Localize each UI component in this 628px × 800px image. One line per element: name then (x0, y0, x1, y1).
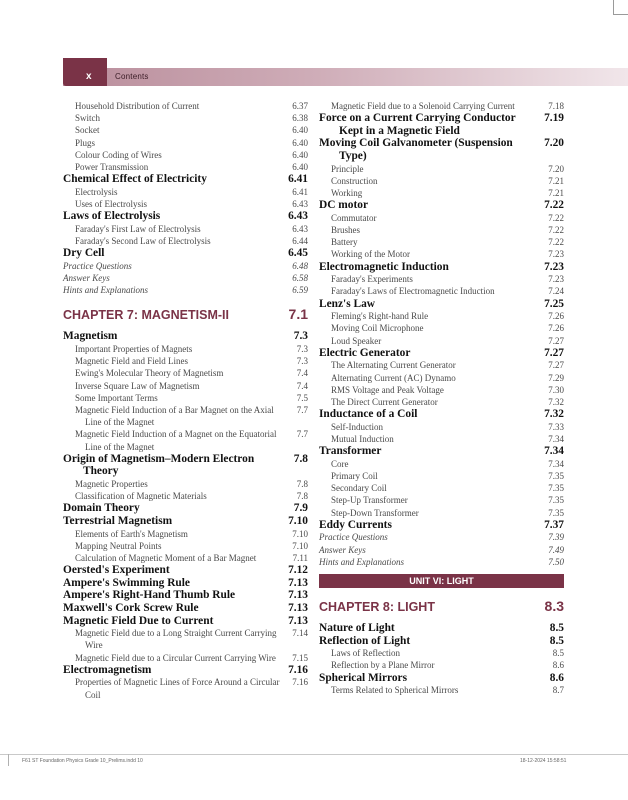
toc-entry-title: Moving Coil Microphone (331, 323, 424, 334)
toc-entry-sub (63, 478, 308, 490)
toc-entry-major (319, 137, 564, 162)
toc-entry-page: 6.37 (292, 101, 308, 111)
toc-entry-title: Socket (75, 125, 100, 136)
toc-entry-page: 7.14 (292, 628, 308, 639)
running-header-title: Contents (115, 72, 149, 81)
toc-entry-back-matter (63, 272, 308, 284)
toc-entry-page: 7.35 (548, 483, 564, 494)
toc-entry-major (319, 445, 564, 458)
toc-entry-title: Magnetic Field due to a Circular Current Carrying Wire (75, 652, 276, 663)
toc-entry-sub (63, 137, 308, 149)
toc-entry-title: Hints and Explanations (319, 556, 404, 567)
toc-entry-sub (319, 212, 564, 224)
toc-entry-title: Magnetic Field Induction of a Magnet on the Equatorial Line of the Magnet (75, 429, 277, 452)
toc-entry-title: Magnetic Field due to a Solenoid Carrying Current (331, 101, 515, 111)
toc-entry-sub (63, 380, 308, 392)
toc-entry-title: Inductance of a Coil (319, 408, 418, 421)
toc-entry-title: Household Distribution of Current (75, 101, 200, 111)
toc-entry-page: 7.34 (548, 458, 564, 469)
toc-entry-title: Electric Generator (319, 346, 411, 359)
toc-entry-page: 6.58 (292, 273, 308, 284)
toc-entry-page: 7.22 (548, 212, 564, 223)
toc-entry-major (63, 173, 308, 186)
toc-entry-title: Step-Up Transformer (331, 495, 408, 506)
toc-entry-title: Commutator (331, 212, 377, 223)
toc-entry-sub (319, 100, 564, 112)
toc-entry-sub (63, 112, 308, 124)
toc-entry-page: 7.35 (548, 495, 564, 506)
toc-entry-page: 7.49 (548, 544, 564, 555)
toc-entry-page: 6.40 (292, 149, 308, 160)
toc-entry-back-matter (319, 544, 564, 556)
toc-entry-sub (63, 428, 308, 452)
footer-slug: F61 ST Foundation Physics Grade 10_Prelims.indd 10 (22, 758, 143, 764)
toc-entry-sub (319, 659, 564, 671)
toc-entry-major (319, 622, 564, 635)
toc-entry-title: Laws of Reflection (331, 648, 400, 659)
toc-entry-major (63, 577, 308, 590)
toc-entry-page: 7.10 (292, 528, 308, 539)
toc-entry-title: Some Important Terms (75, 392, 158, 403)
toc-entry-title: Elements of Earth's Magnetism (75, 528, 188, 539)
toc-entry-page: 7.23 (544, 260, 564, 273)
toc-entry-title: Dry Cell (63, 247, 105, 260)
toc-entry-title: Reflection of Light (319, 634, 411, 647)
toc-entry-page: 7.27 (548, 360, 564, 371)
toc-entry-page: 7.29 (548, 372, 564, 383)
toc-entry-sub (63, 627, 308, 651)
toc-entry-major (319, 261, 564, 274)
toc-entry-page: 7.25 (544, 297, 564, 310)
toc-entry-page: 7.35 (548, 507, 564, 518)
toc-entry-title: Brushes (331, 224, 360, 235)
toc-entry-page: 7.10 (288, 515, 308, 528)
toc-entry-page: 7.9 (293, 502, 308, 515)
toc-entry-title: Terms Related to Spherical Mirrors (331, 685, 459, 696)
toc-entry-page: 6.41 (288, 173, 308, 186)
toc-entry-title: Alternating Current (AC) Dynamo (331, 372, 456, 383)
toc-entry-page: 7.30 (548, 384, 564, 395)
toc-entry-page: 7.1 (288, 306, 308, 323)
toc-entry-title: Uses of Electrolysis (75, 199, 147, 210)
toc-entry-title: Hints and Explanations (63, 285, 148, 296)
toc-entry-title: Spherical Mirrors (319, 671, 408, 684)
unit-heading: UNIT VI: LIGHT (319, 574, 564, 588)
toc-entry-sub (63, 404, 308, 428)
toc-entry-sub (319, 224, 564, 236)
toc-entry-major (63, 210, 308, 223)
toc-entry-major (319, 298, 564, 311)
toc-entry-page: 7.8 (296, 479, 308, 490)
toc-entry-major (319, 635, 564, 648)
toc-entry-page: 6.59 (292, 285, 308, 296)
toc-entry-page: 7.22 (548, 224, 564, 235)
toc-entry-major (319, 112, 564, 137)
toc-entry-sub (319, 273, 564, 285)
toc-entry-page: 7.7 (296, 429, 308, 440)
toc-entry-page: 6.40 (292, 125, 308, 136)
toc-entry-title: Domain Theory (63, 502, 140, 515)
toc-entry-sub (63, 223, 308, 235)
toc-entry-title: Construction (331, 175, 378, 186)
toc-entry-title: CHAPTER 8: LIGHT (319, 600, 435, 615)
toc-entry-page: 7.24 (548, 286, 564, 297)
toc-entry-back-matter (63, 284, 308, 296)
toc-entry-sub (319, 310, 564, 322)
toc-entry-title: Origin of Magnetism–Modern Electron Theory (63, 452, 255, 478)
toc-entry-sub (319, 684, 564, 696)
toc-entry-page: 7.23 (548, 249, 564, 260)
toc-entry-title: Magnetic Field due to a Long Straight Current Carrying Wire (75, 628, 277, 651)
toc-entry-major (63, 247, 308, 260)
toc-entry-page: 6.43 (292, 199, 308, 210)
toc-entry-sub (319, 372, 564, 384)
toc-entry-sub (63, 235, 308, 247)
toc-entry-major (319, 672, 564, 685)
toc-entry-major (319, 199, 564, 212)
toc-entry-page: 6.40 (292, 137, 308, 148)
toc-entry-title: Fleming's Right-hand Rule (331, 311, 429, 322)
toc-entry-title: Electromagnetism (63, 663, 152, 676)
crop-mark (613, 0, 628, 15)
toc-entry-title: Oersted's Experiment (63, 564, 170, 577)
toc-entry-page: 7.10 (292, 540, 308, 551)
toc-entry-title: Battery (331, 237, 358, 248)
toc-entry-page: 7.37 (544, 518, 564, 531)
toc-entry-title: Faraday's Laws of Electromagnetic Induction (331, 286, 495, 297)
toc-entry-title: Magnetic Field and Field Lines (75, 356, 188, 367)
toc-entry-title: Faraday's Experiments (331, 274, 413, 285)
toc-entry-title: Power Transmission (75, 162, 149, 173)
toc-entry-page: 7.22 (548, 237, 564, 248)
toc-entry-page: 7.12 (288, 564, 308, 577)
toc-entry-page: 7.15 (292, 652, 308, 663)
chapter-heading (63, 306, 308, 322)
toc-entry-major (63, 664, 308, 677)
toc-entry-page: 7.13 (288, 602, 308, 615)
toc-entry-sub (63, 652, 308, 664)
toc-entry-page: 7.13 (288, 614, 308, 627)
toc-entry-page: 7.11 (292, 553, 308, 564)
toc-entry-page: 6.43 (288, 210, 308, 223)
toc-entry-page: 7.13 (288, 576, 308, 589)
toc-entry-sub (63, 161, 308, 173)
toc-entry-page: 7.22 (544, 199, 564, 212)
toc-entry-sub (63, 540, 308, 552)
toc-entry-title: Moving Coil Galvanometer (Suspension Type) (319, 137, 513, 162)
toc-entry-title: Inverse Square Law of Magnetism (75, 380, 200, 391)
toc-entry-page: 7.3 (296, 344, 308, 355)
toc-entry-sub (63, 552, 308, 564)
toc-entry-page: 8.6 (549, 671, 564, 684)
toc-entry-page: 6.41 (292, 186, 308, 197)
toc-entry-major (63, 515, 308, 528)
toc-entry-title: Answer Keys (319, 544, 366, 555)
toc-entry-sub (319, 322, 564, 334)
toc-entry-major (63, 564, 308, 577)
toc-entry-major (319, 519, 564, 532)
toc-entry-sub (319, 507, 564, 519)
toc-entry-page: 6.40 (292, 162, 308, 173)
toc-entry-title: Terrestrial Magnetism (63, 515, 173, 528)
toc-entry-title: Force on a Current Carrying Conductor Kept in a Magnetic Field (319, 112, 516, 137)
toc-entry-title: Magnetic Field Induction of a Bar Magnet on the Axial Line of the Magnet (75, 405, 274, 428)
page-number-tab (63, 58, 107, 86)
toc-entry-title: Plugs (75, 137, 96, 148)
toc-entry-major (63, 330, 308, 343)
toc-entry-major (319, 347, 564, 360)
toc-entry-page: 7.26 (548, 323, 564, 334)
toc-entry-title: Classification of Magnetic Materials (75, 491, 207, 502)
toc-entry-page: 8.5 (549, 622, 564, 635)
toc-entry-page: 8.5 (549, 634, 564, 647)
toc-entry-title: Magnetic Field Due to Current (63, 614, 214, 627)
toc-entry-title: Practice Questions (319, 532, 388, 543)
toc-entry-sub (319, 248, 564, 260)
toc-entry-sub (63, 124, 308, 136)
toc-entry-page: 7.8 (296, 491, 308, 502)
toc-entry-title: Answer Keys (63, 273, 110, 284)
footer-date: 18-12-2024 15:58:51 (520, 758, 567, 764)
toc-entry-title: Faraday's Second Law of Electrolysis (75, 236, 211, 247)
toc-entry-back-matter (319, 531, 564, 543)
toc-entry-page: 7.32 (544, 408, 564, 421)
toc-entry-title: Chemical Effect of Electricity (63, 173, 207, 186)
toc-entry-title: Ampere's Swimming Rule (63, 576, 190, 589)
toc-entry-page: 7.16 (288, 663, 308, 676)
toc-entry-sub (319, 335, 564, 347)
toc-entry-title: Lenz's Law (319, 297, 376, 310)
toc-entry-page: 7.19 (544, 112, 564, 125)
toc-entry-sub (63, 100, 308, 112)
toc-entry-sub (319, 458, 564, 470)
toc-entry-back-matter (63, 260, 308, 272)
toc-entry-page: 7.34 (548, 434, 564, 444)
toc-entry-major (63, 615, 308, 628)
toc-entry-title: Electromagnetic Induction (319, 260, 449, 273)
toc-entry-page: 8.6 (552, 660, 564, 671)
toc-entry-sub (319, 384, 564, 396)
toc-entry-sub (319, 482, 564, 494)
page-number: x (86, 71, 92, 82)
chapter-heading (319, 598, 564, 614)
toc-entry-page: 7.32 (548, 397, 564, 407)
toc-entry-sub (319, 359, 564, 371)
toc-entry-page: 7.21 (548, 175, 564, 186)
toc-entry-title: The Alternating Current Generator (331, 360, 456, 371)
toc-entry-sub (63, 198, 308, 210)
toc-entry-sub (63, 676, 308, 700)
toc-entry-page: 7.5 (296, 392, 308, 403)
toc-entry-page: 7.20 (548, 163, 564, 174)
toc-entry-page: 7.18 (548, 101, 564, 111)
toc-entry-title: Primary Coil (331, 471, 378, 481)
toc-entry-title: Important Properties of Magnets (75, 344, 193, 355)
toc-entry-sub (319, 187, 564, 199)
toc-entry-sub (319, 470, 564, 482)
toc-entry-title: Working (331, 187, 363, 198)
toc-entry-page: 7.16 (292, 677, 308, 688)
toc-entry-page: 6.43 (292, 223, 308, 234)
toc-entry-page: 6.48 (292, 260, 308, 271)
toc-entry-title: DC motor (319, 199, 369, 212)
toc-entry-page: 6.45 (288, 247, 308, 260)
toc-right-column (319, 100, 564, 696)
toc-entry-sub (319, 163, 564, 175)
toc-entry-page: 7.7 (296, 405, 308, 416)
toc-entry-sub (63, 528, 308, 540)
toc-entry-sub (319, 647, 564, 659)
toc-entry-title: Ampere's Right-Hand Thumb Rule (63, 589, 236, 602)
footer-rule (0, 754, 628, 755)
toc-entry-sub (63, 392, 308, 404)
toc-entry-page: 7.33 (548, 421, 564, 432)
toc-entry-major (63, 602, 308, 615)
toc-entry-sub (319, 396, 564, 408)
toc-entry-sub (319, 285, 564, 297)
toc-entry-major (63, 589, 308, 602)
toc-entry-major (63, 453, 308, 478)
toc-entry-title: RMS Voltage and Peak Voltage (331, 384, 444, 395)
toc-entry-page: 7.4 (296, 380, 308, 391)
toc-entry-back-matter (319, 556, 564, 568)
toc-entry-page: 7.27 (544, 346, 564, 359)
toc-entry-page: 7.26 (548, 311, 564, 322)
toc-entry-title: Reflection by a Plane Mirror (331, 660, 435, 671)
toc-entry-title: Mapping Neutral Points (75, 540, 162, 551)
toc-entry-title: Principle (331, 163, 364, 174)
toc-entry-page: 7.50 (548, 556, 564, 567)
toc-entry-title: Magnetic Properties (75, 479, 148, 490)
toc-entry-page: 7.4 (296, 368, 308, 379)
toc-entry-page: 7.8 (293, 452, 308, 465)
toc-entry-title: Calculation of Magnetic Moment of a Bar Magnet (75, 553, 257, 564)
toc-entry-title: CHAPTER 7: MAGNETISM-II (63, 308, 229, 323)
toc-entry-page: 8.5 (552, 648, 564, 659)
toc-entry-title: Practice Questions (63, 260, 132, 271)
toc-entry-page: 6.38 (292, 113, 308, 124)
toc-entry-page: 7.35 (548, 471, 564, 481)
toc-entry-title: Electrolysis (75, 186, 118, 197)
toc-entry-sub (319, 433, 564, 445)
toc-entry-title: Loud Speaker (331, 335, 382, 346)
toc-entry-sub (63, 186, 308, 198)
toc-entry-page: 7.39 (548, 532, 564, 543)
toc-entry-title: Faraday's First Law of Electrolysis (75, 223, 201, 234)
toc-entry-page: 7.3 (293, 330, 308, 343)
toc-entry-title: Properties of Magnetic Lines of Force Around a Circular Coil (75, 677, 280, 700)
toc-entry-title: Colour Coding of Wires (75, 149, 162, 160)
toc-entry-title: Laws of Electrolysis (63, 210, 161, 223)
toc-entry-page: 7.3 (296, 356, 308, 367)
toc-entry-page: 7.27 (548, 335, 564, 346)
toc-entry-page: 7.23 (548, 274, 564, 285)
toc-entry-title: Working of the Motor (331, 249, 411, 260)
toc-entry-sub (319, 175, 564, 187)
toc-entry-title: Secondary Coil (331, 483, 387, 494)
toc-entry-sub (319, 494, 564, 506)
toc-entry-page: 8.3 (544, 598, 564, 615)
toc-entry-page: 7.20 (544, 137, 564, 150)
toc-entry-page: 7.21 (548, 187, 564, 198)
toc-entry-title: Eddy Currents (319, 518, 392, 531)
toc-entry-title: Core (331, 458, 349, 469)
toc-entry-title: Mutual Induction (331, 434, 394, 444)
toc-entry-sub (63, 355, 308, 367)
toc-entry-page: 7.13 (288, 589, 308, 602)
toc-entry-sub (63, 343, 308, 355)
toc-entry-sub (319, 236, 564, 248)
toc-entry-title: Maxwell's Cork Screw Rule (63, 602, 199, 615)
toc-entry-sub (319, 421, 564, 433)
toc-entry-page: 7.34 (544, 445, 564, 458)
toc-entry-title: Nature of Light (319, 622, 395, 635)
registration-mark (8, 754, 13, 766)
toc-entry-title: Self-Induction (331, 421, 383, 432)
toc-entry-major (63, 502, 308, 515)
toc-entry-sub (63, 149, 308, 161)
toc-entry-title: Transformer (319, 445, 382, 458)
toc-entry-title: Magnetism (63, 330, 118, 343)
toc-entry-major (319, 408, 564, 421)
toc-entry-title: The Direct Current Generator (331, 397, 438, 407)
toc-entry-page: 8.7 (552, 685, 564, 696)
toc-entry-title: Step-Down Transformer (331, 507, 419, 518)
toc-entry-sub (63, 367, 308, 379)
toc-entry-title: Switch (75, 113, 101, 124)
toc-entry-page: 6.44 (292, 236, 308, 247)
toc-left-column (63, 100, 308, 701)
toc-entry-title: Ewing's Molecular Theory of Magnetism (75, 368, 224, 379)
toc-entry-sub (63, 490, 308, 502)
